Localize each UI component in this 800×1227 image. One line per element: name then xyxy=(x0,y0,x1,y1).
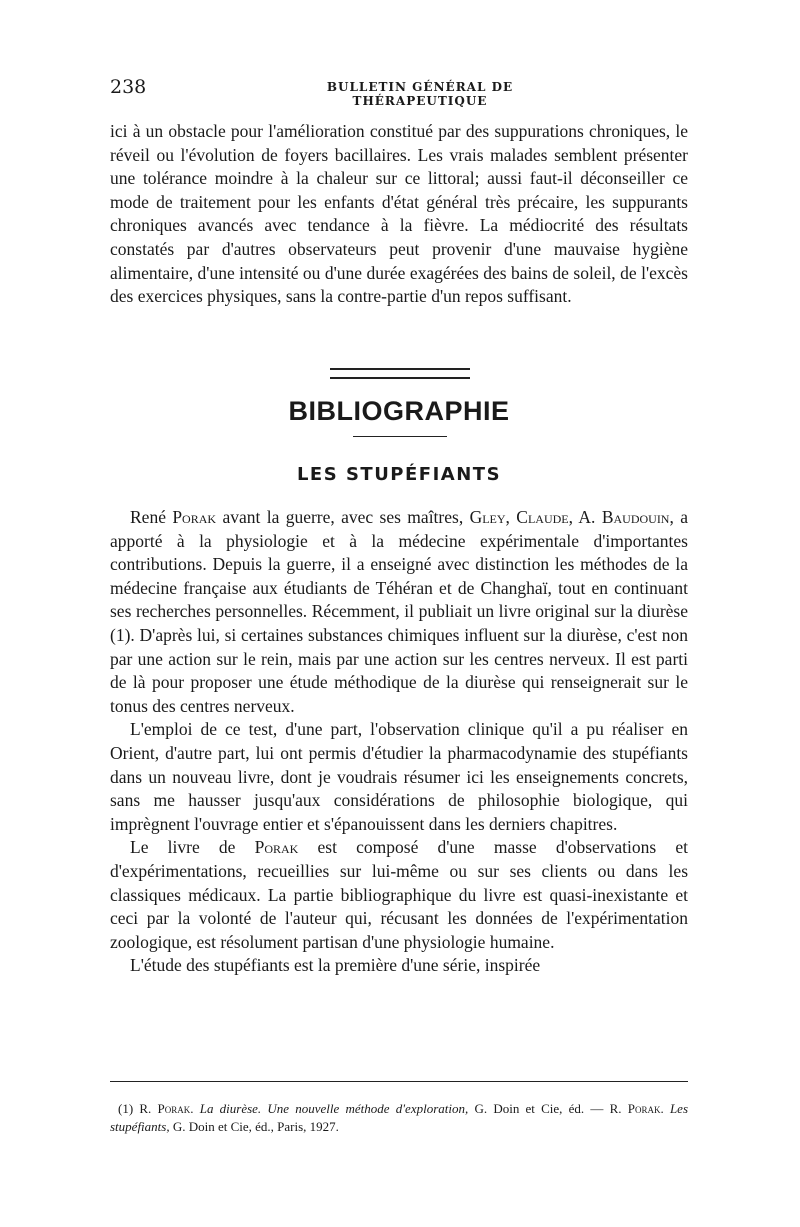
paragraph-3: Le livre de Porak est composé d'une masse d'observations et d'expérimentations, recueillies sur lui-même ou sur ses clients ou dans les classiques médicaux. La partie bibliographique du livre est quasi-inexistante et ceci par la volonté de l'auteur qui, récusant les données de l'expérimentation zoologique, est résolument partisan d'une physiologie humaine. xyxy=(110,837,689,952)
running-head xyxy=(110,76,688,108)
author-name: Gley xyxy=(469,507,506,527)
paragraph-2: L'emploi de ce test, d'une part, l'observation clinique qu'il a pu réaliser en Orient, d'autre part, lui ont permis d'étudier la pharmacodynamie des stupéfiants dans un nouveau livre, dont je voudrais résumer ici les enseignements concrets, sans me hausser jusqu'aux considérations de philosophie biologique, qui imprègnent l'ouvrage entier et s'épanouissent dans les derniers chapitres. xyxy=(110,719,688,834)
paragraph-1: René Porak avant la guerre, avec ses maîtres, Gley, Claude, A. Baudouin, a apporté à la physiologie et à la médecine expérimentale d'importantes contributions. Depuis la guerre, il a enseigné avec distinction les méthodes de la médecine française aux étudiants de Téhéran et de Changhaï, tout en continuant ses recherches personnelles. Récemment, il publiait un livre original sur la diurèse (1). D'après lui, si certaines substances chimiques influent sur la diurèse, c'est non par une action sur le rein, mais par une action sur les centres nerveux. Il est parti de là pour proposer une étude méthodique de la diurèse qui renseignerait sur le tonus des centres nerveux. xyxy=(110,507,688,716)
author-name: Porak xyxy=(172,507,217,527)
page-number: 238 xyxy=(110,76,147,98)
author-name: Baudouin xyxy=(601,507,670,527)
paragraph-4: L'étude des stupéfiants est la première d'une série, inspirée xyxy=(130,955,541,976)
footnote: (1) R. Porak. La diurèse. Une nouvelle méthode d'exploration, G. Doin et Cie, éd. — R. Porak. Les stupéfiants, G. Doin et Cie, éd., Paris, 1927. xyxy=(110,1101,689,1134)
section-divider xyxy=(330,368,470,379)
author-name: Claude xyxy=(516,507,569,527)
footnote-divider xyxy=(110,1081,688,1082)
intro-paragraph xyxy=(110,120,688,309)
subsection-title: LES STUPÉFIANTS xyxy=(296,464,502,485)
review-body xyxy=(110,506,688,978)
journal-title: BULLETIN GÉNÉRAL DE THÉRAPEUTIQUE xyxy=(326,80,514,108)
author-name: Porak xyxy=(254,837,299,858)
section-title-underline xyxy=(353,436,447,437)
section-title: BIBLIOGRAPHIE xyxy=(288,396,510,426)
intro-paragraph-text: ici à un obstacle pour l'amélioration constitué par des suppurations chroniques, le réveil ou l'évolution de foyers bacillaires. Les vrais malades semblent présenter une tolérance moindre à la chaleur sur ce littoral; aussi faut-il déconseiller ce mode de traitement pour les enfants d'état général très précaire, les suppurants chroniques avancés avec tendance à la fièvre. La médiocrité des résultats constatés par d'autres observateurs peut provenir d'une mauvaise hygiène alimentaire, d'une intensité ou d'une durée exagérées des bains de soleil, de l'excès des exercices physiques, sans la contre-partie d'un repos suffisant. xyxy=(110,121,688,307)
